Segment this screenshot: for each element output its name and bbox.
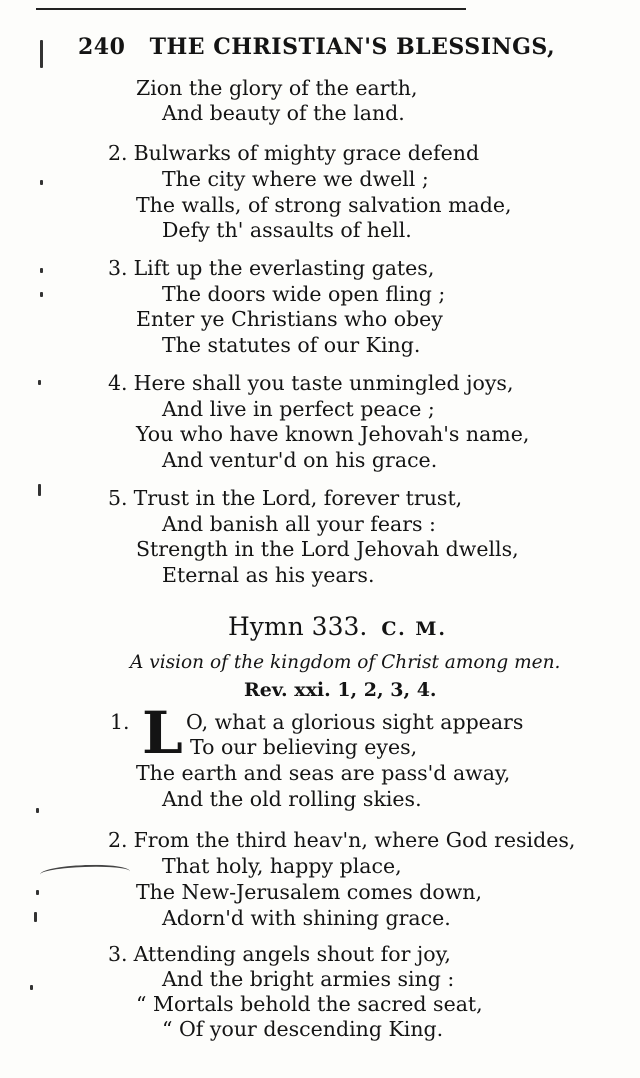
ink-smudge — [40, 863, 131, 882]
running-title: THE CHRISTIAN'S BLESSINGS, — [149, 34, 556, 60]
margin-mark — [40, 268, 43, 273]
verse-line: The New-Jerusalem comes down, — [136, 880, 482, 904]
verse-line: Adorn'd with shining grace. — [162, 906, 451, 930]
page-number: 240 — [78, 34, 126, 60]
verse-text: Lift up the everlasting gates, — [133, 256, 435, 280]
verse-line: “ Of your descending King. — [162, 1017, 444, 1041]
hymn-meter: C. M. — [381, 618, 448, 640]
margin-mark — [36, 808, 39, 813]
margin-mark — [40, 40, 43, 68]
margin-mark — [36, 890, 39, 895]
verse-line: O, what a glorious sight appears — [186, 710, 524, 734]
verse-line — [108, 141, 479, 165]
verse-line: The city where we dwell ; — [162, 167, 429, 191]
hymn-number: Hymn 333. — [228, 612, 368, 641]
verse-line: To our believing eyes, — [190, 735, 418, 759]
hymn-subtitle: A vision of the kingdom of Christ among men. — [130, 652, 561, 673]
verse-number: 2. — [108, 141, 128, 165]
verse-line: And beauty of the land. — [162, 101, 405, 125]
verse-line: And the bright armies sing : — [162, 967, 455, 991]
verse-number: 5. — [108, 486, 128, 510]
verse-text: Trust in the Lord, forever trust, — [133, 486, 463, 510]
verse-text: Bulwarks of mighty grace defend — [133, 141, 480, 165]
drop-cap: L — [142, 699, 183, 767]
verse-line: And banish all your fears : — [162, 512, 436, 536]
hymn-title — [228, 612, 447, 641]
verse-number: 2. — [108, 828, 128, 852]
verse-line: Defy th' assaults of hell. — [162, 218, 412, 242]
margin-mark — [30, 985, 33, 990]
verse-text: Here shall you taste unmingled joys, — [133, 371, 514, 395]
verse-line: And ventur'd on his grace. — [162, 448, 438, 472]
verse-number: 1. — [110, 710, 130, 734]
margin-mark — [38, 484, 41, 496]
verse-line: You who have known Jehovah's name, — [136, 422, 530, 446]
verse-line — [108, 256, 434, 280]
verse-line: The statutes of our King. — [162, 333, 421, 357]
verse-number: 4. — [108, 371, 128, 395]
verse-line: Eternal as his years. — [162, 563, 375, 587]
verse-line: Zion the glory of the earth, — [136, 76, 418, 100]
verse-line: The earth and seas are pass'd away, — [136, 761, 511, 785]
verse-text: Attending angels shout for joy, — [133, 942, 451, 966]
verse-number: 3. — [108, 942, 128, 966]
verse-line: That holy, happy place, — [162, 854, 402, 878]
verse-line — [108, 828, 575, 852]
verse-text: From the third heav'n, where God resides, — [133, 828, 576, 852]
verse-line: And the old rolling skies. — [162, 787, 422, 811]
verse-line — [108, 942, 451, 966]
margin-mark — [34, 912, 37, 922]
verse-line: And live in perfect peace ; — [162, 397, 435, 421]
top-rule — [36, 0, 466, 10]
margin-mark — [40, 180, 43, 185]
verse-line: The doors wide open fling ; — [162, 282, 446, 306]
verse-line: “ Mortals behold the sacred seat, — [136, 992, 483, 1016]
verse-line — [108, 371, 513, 395]
verse-number: 3. — [108, 256, 128, 280]
verse-line: Strength in the Lord Jehovah dwells, — [136, 537, 519, 561]
scripture-reference: Rev. xxi. 1, 2, 3, 4. — [244, 679, 437, 701]
verse-line: Enter ye Christians who obey — [136, 307, 443, 331]
verse-line: The walls, of strong salvation made, — [136, 193, 512, 217]
verse-line — [108, 486, 462, 510]
margin-mark — [38, 380, 41, 385]
margin-mark — [40, 292, 43, 297]
page-header — [78, 34, 558, 60]
